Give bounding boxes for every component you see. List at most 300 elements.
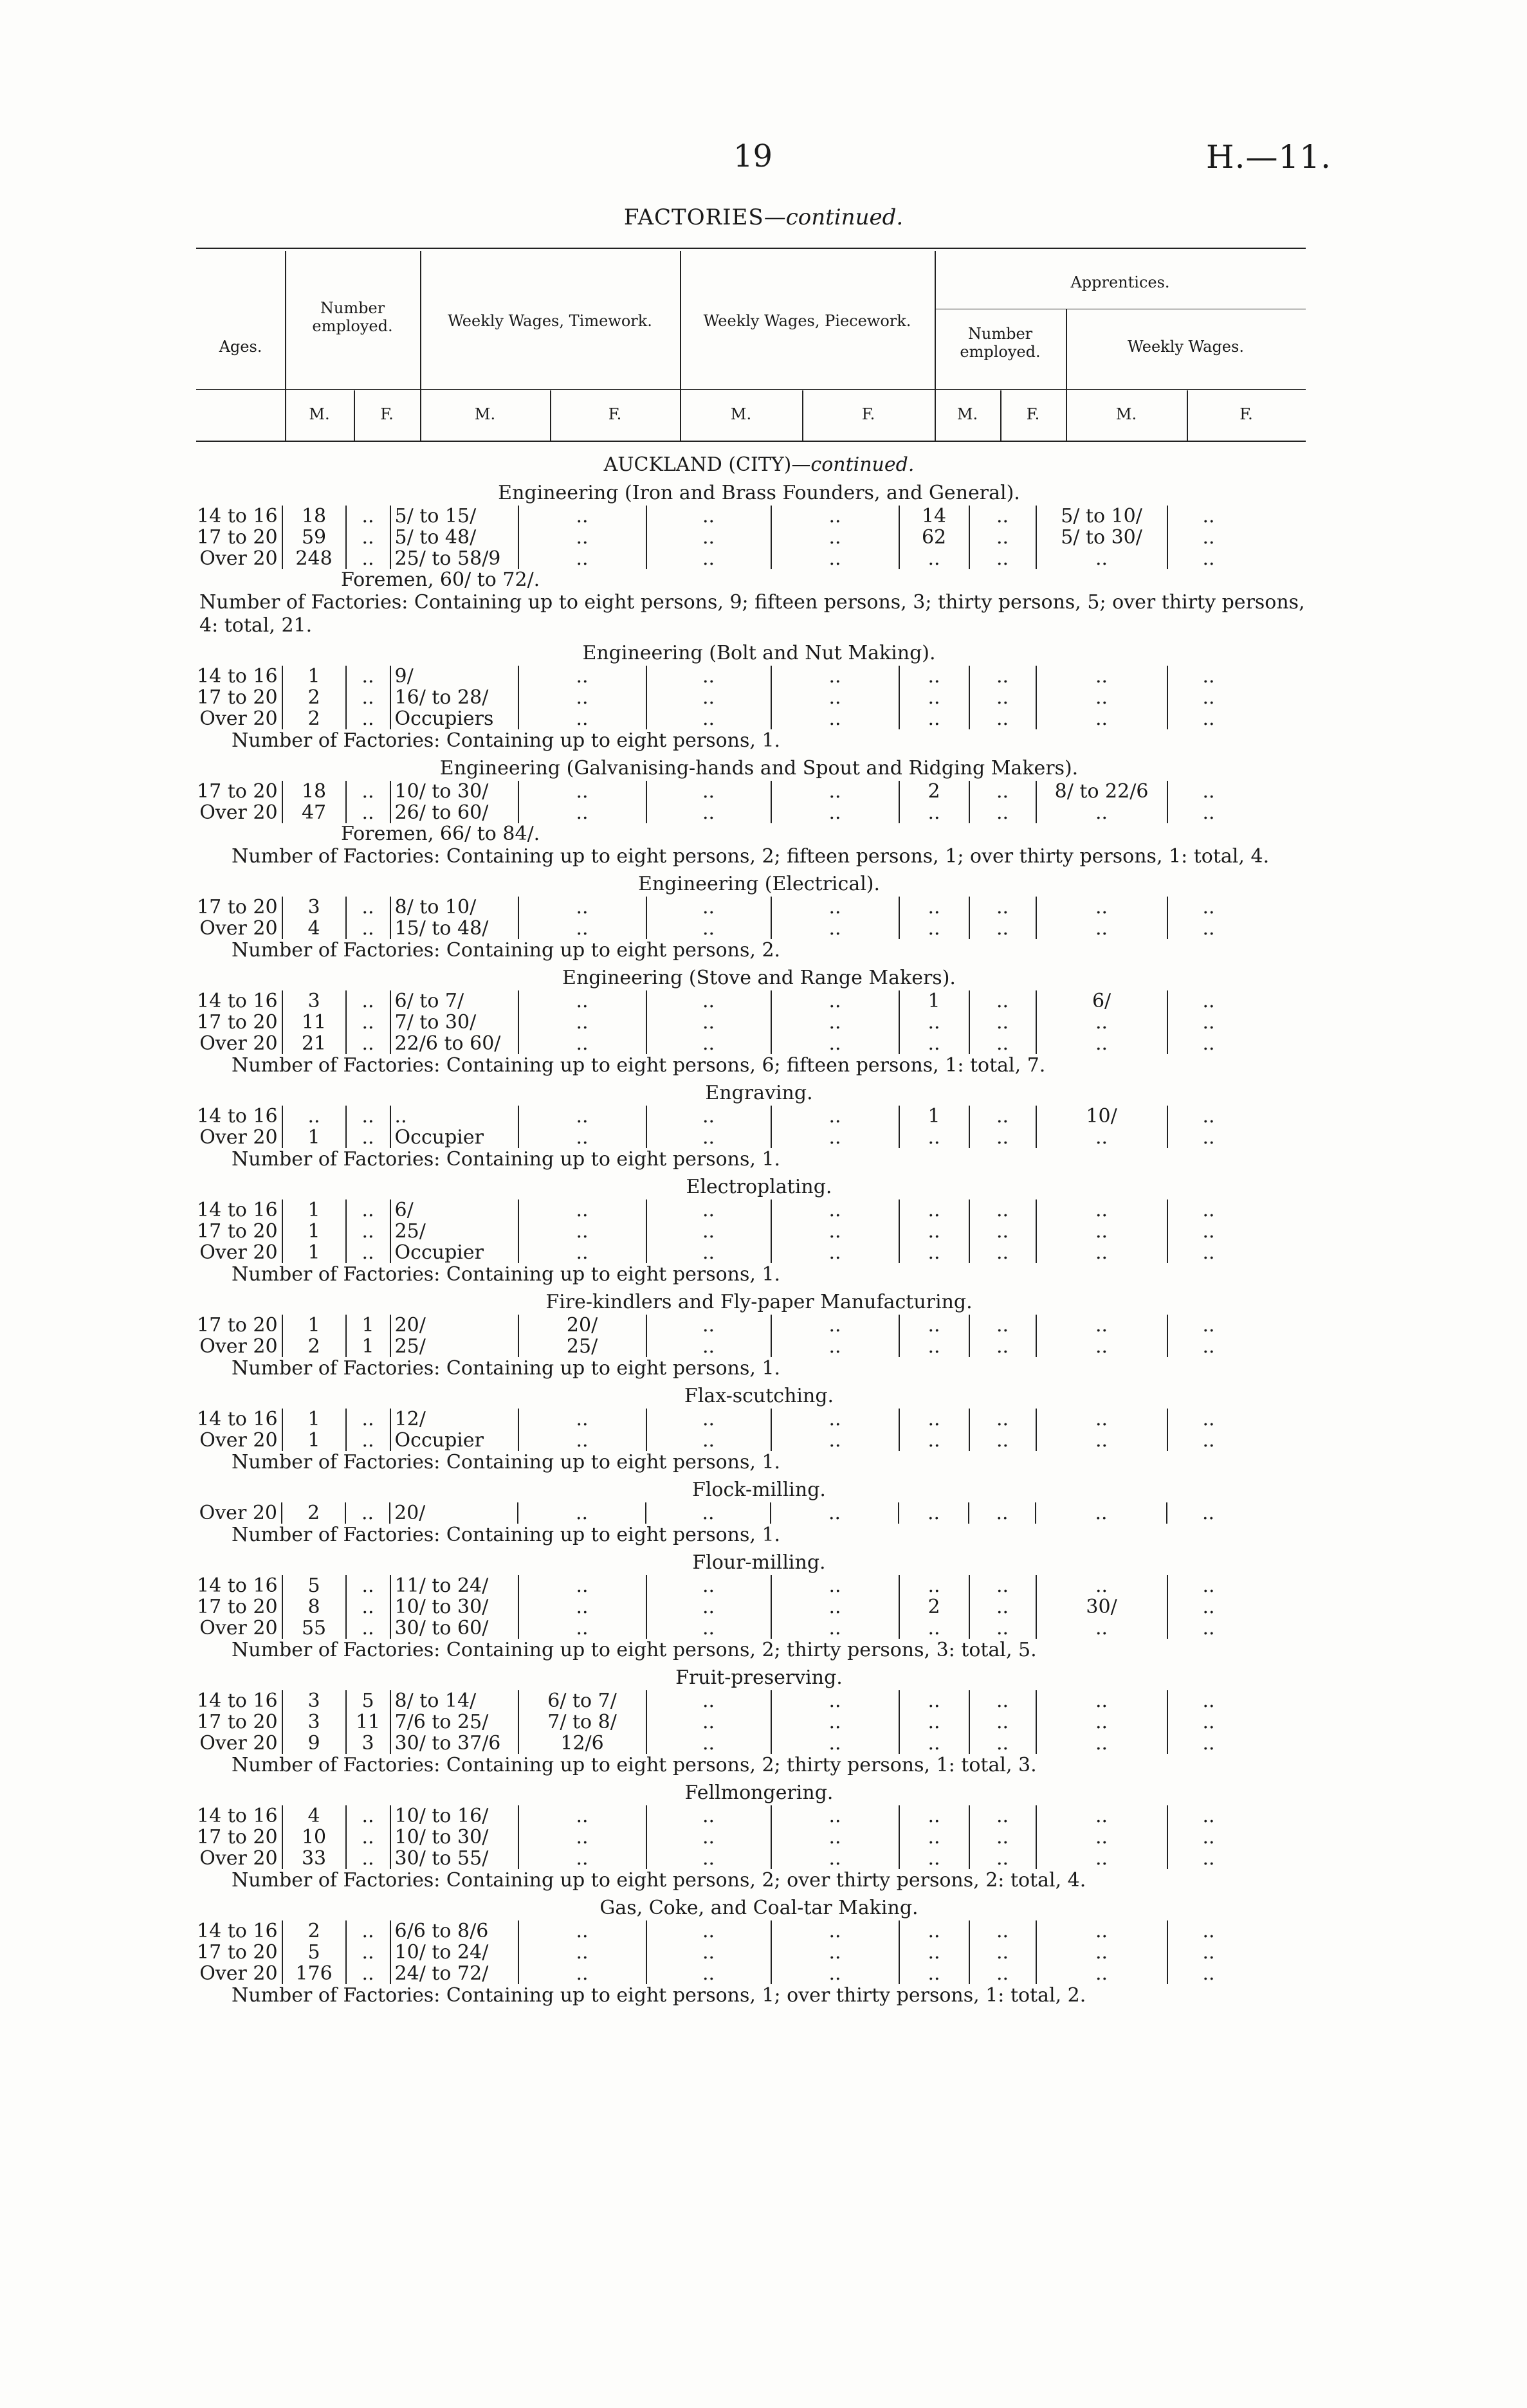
employed-m-cell: 5 xyxy=(282,1942,346,1963)
piecework-m-cell: .. xyxy=(646,1942,771,1963)
apprentice-wage-f-cell: .. xyxy=(1202,1126,1215,1149)
timework-m-cell: 11/ to 24/ xyxy=(390,1575,518,1596)
table-row xyxy=(193,1805,1250,1827)
apprentice-m-cell: 62 xyxy=(899,527,969,548)
apprentice-wage-m-cell: .. xyxy=(1036,708,1167,729)
table-row xyxy=(193,527,1250,548)
apprentice-f-cell: .. xyxy=(969,548,1036,569)
timework-f-cell: .. xyxy=(518,708,646,729)
apprentice-f-cell: .. xyxy=(969,1733,1036,1754)
piecework-f-cell: .. xyxy=(771,897,899,918)
employed-f-cell: .. xyxy=(346,781,390,802)
employed-m-cell: 3 xyxy=(282,897,346,918)
employed-m-cell: 248 xyxy=(282,548,346,569)
employed-f-cell: .. xyxy=(345,1502,390,1524)
piecework-m-cell: .. xyxy=(646,990,771,1012)
apprentice-f-cell: .. xyxy=(969,1963,1036,1984)
employed-m-cell: 5 xyxy=(282,1575,346,1596)
employed-m-cell: 176 xyxy=(282,1963,346,1984)
table-row xyxy=(193,1963,1250,1984)
timework-m-cell: 9/ xyxy=(390,666,518,687)
age-cell: 14 to 16 xyxy=(193,666,282,687)
factory-count-note: Number of Factories: Containing up to eight persons, 6; fifteen persons, 1: total, 7. xyxy=(232,1054,1046,1077)
piecework-m-cell: .. xyxy=(646,781,771,802)
timework-m-cell: 10/ to 30/ xyxy=(390,1827,518,1848)
timework-f-cell: .. xyxy=(518,1963,646,1984)
employed-f-cell: .. xyxy=(346,1242,390,1263)
table-row xyxy=(193,802,1250,823)
section-table xyxy=(193,1106,1250,1148)
piecework-m-cell: .. xyxy=(646,1805,771,1827)
employed-m-cell: 18 xyxy=(282,781,346,802)
piecework-f-cell: .. xyxy=(771,687,899,708)
section-title: Fire-kindlers and Fly-paper Manufacturing. xyxy=(545,1291,973,1313)
employed-f-cell: .. xyxy=(346,918,390,939)
apprentice-wage-f-cell: .. xyxy=(1202,1408,1215,1430)
piecework-f-cell: .. xyxy=(771,1963,899,1984)
timework-m-cell: 10/ to 24/ xyxy=(390,1942,518,1963)
age-cell: 17 to 20 xyxy=(193,687,282,708)
section-table xyxy=(193,1805,1250,1869)
apprentice-f-cell: .. xyxy=(969,708,1036,729)
employed-f-cell: .. xyxy=(346,1963,390,1984)
piecework-m-cell: .. xyxy=(646,1127,771,1148)
factory-count-note: Number of Factories: Containing up to eight persons, 1. xyxy=(232,1451,781,1473)
section-title: Engineering (Galvanising-hands and Spout and Ridging Makers). xyxy=(439,757,1079,780)
section-title: Engineering (Electrical). xyxy=(637,873,881,895)
timework-m-cell: 8/ to 10/ xyxy=(390,897,518,918)
employed-m-cell: 55 xyxy=(282,1618,346,1639)
header-f: F. xyxy=(608,405,622,423)
table-header xyxy=(196,248,1306,441)
table-row xyxy=(193,897,1250,918)
timework-f-cell: .. xyxy=(518,1012,646,1033)
apprentice-wage-m-cell: .. xyxy=(1036,1409,1167,1430)
timework-f-cell: .. xyxy=(518,1242,646,1263)
factory-count-note: Number of Factories: Containing up to eight persons, 2; thirty persons, 3: total, 5. xyxy=(232,1639,1037,1661)
employed-m-cell: 8 xyxy=(282,1596,346,1618)
piecework-f-cell: .. xyxy=(771,1242,899,1263)
apprentice-wage-f-cell: .. xyxy=(1202,1962,1215,1985)
timework-f-cell: 6/ to 7/ xyxy=(518,1690,646,1711)
employed-f-cell: .. xyxy=(346,1106,390,1127)
employed-m-cell: 1 xyxy=(282,1430,346,1451)
employed-m-cell: 59 xyxy=(282,527,346,548)
apprentice-f-cell: .. xyxy=(969,506,1036,527)
section-title: Flax-scutching. xyxy=(684,1385,834,1407)
apprentice-m-cell: .. xyxy=(899,1242,969,1263)
piecework-m-cell: .. xyxy=(646,802,771,823)
timework-m-cell: 6/ to 7/ xyxy=(390,990,518,1012)
timework-f-cell: .. xyxy=(518,1221,646,1242)
apprentice-f-cell: .. xyxy=(969,527,1036,548)
apprentice-f-cell: .. xyxy=(969,1336,1036,1357)
apprentice-m-cell: 2 xyxy=(899,781,969,802)
apprentice-m-cell: .. xyxy=(899,918,969,939)
employed-f-cell: .. xyxy=(346,666,390,687)
apprentice-f-cell: .. xyxy=(969,1221,1036,1242)
apprentice-wage-f-cell: .. xyxy=(1202,1690,1215,1712)
apprentice-f-cell: .. xyxy=(969,1315,1036,1336)
piecework-f-cell: .. xyxy=(771,781,899,802)
piecework-m-cell: .. xyxy=(646,1711,771,1733)
apprentice-wage-m-cell: .. xyxy=(1036,1242,1167,1263)
apprentice-f-cell: .. xyxy=(969,1618,1036,1639)
age-cell: Over 20 xyxy=(193,1848,282,1869)
section-title: Flock-milling. xyxy=(692,1479,826,1501)
timework-f-cell: .. xyxy=(518,1805,646,1827)
table-row xyxy=(193,1430,1250,1451)
timework-f-cell: .. xyxy=(518,687,646,708)
section-table xyxy=(193,1690,1250,1754)
piecework-m-cell: .. xyxy=(646,1409,771,1430)
apprentice-m-cell: .. xyxy=(899,1221,969,1242)
employed-f-cell: .. xyxy=(346,1575,390,1596)
employed-m-cell: 3 xyxy=(282,1690,346,1711)
apprentice-wage-m-cell: .. xyxy=(1036,918,1167,939)
apprentice-m-cell: .. xyxy=(899,1711,969,1733)
employed-f-cell: 3 xyxy=(346,1733,390,1754)
timework-f-cell: .. xyxy=(518,1848,646,1869)
piecework-f-cell: .. xyxy=(771,1942,899,1963)
factory-count-note: Number of Factories: Containing up to eight persons, 2; thirty persons, 1: total, 3. xyxy=(232,1754,1037,1776)
piecework-f-cell: .. xyxy=(771,918,899,939)
employed-f-cell: .. xyxy=(346,1033,390,1054)
table-row xyxy=(193,1106,1250,1127)
apprentice-wage-f-cell: .. xyxy=(1202,1574,1215,1597)
employed-f-cell: 11 xyxy=(346,1711,390,1733)
timework-f-cell: .. xyxy=(518,1575,646,1596)
employed-m-cell: 10 xyxy=(282,1827,346,1848)
employed-f-cell: .. xyxy=(346,1221,390,1242)
piecework-m-cell: .. xyxy=(646,1920,771,1942)
employed-m-cell: 2 xyxy=(282,1502,345,1524)
table-row xyxy=(193,1575,1250,1596)
employed-m-cell: 1 xyxy=(282,1242,346,1263)
apprentice-f-cell: .. xyxy=(969,687,1036,708)
employed-f-cell: .. xyxy=(346,1012,390,1033)
apprentice-wage-m-cell: .. xyxy=(1036,1711,1167,1733)
piecework-m-cell: .. xyxy=(646,548,771,569)
apprentice-m-cell: .. xyxy=(899,548,969,569)
piecework-f-cell: .. xyxy=(771,708,899,729)
apprentice-f-cell: .. xyxy=(969,1012,1036,1033)
timework-f-cell: .. xyxy=(518,990,646,1012)
employed-m-cell: 1 xyxy=(282,1409,346,1430)
apprentice-wage-m-cell: 10/ xyxy=(1036,1106,1167,1127)
employed-m-cell: 47 xyxy=(282,802,346,823)
apprentice-wage-m-cell: .. xyxy=(1036,548,1167,569)
timework-m-cell: 30/ to 37/6 xyxy=(390,1733,518,1754)
apprentice-wage-m-cell: .. xyxy=(1036,1805,1167,1827)
piecework-f-cell: .. xyxy=(771,1711,899,1733)
age-cell: Over 20 xyxy=(193,918,282,939)
section-title: Gas, Coke, and Coal-tar Making. xyxy=(599,1897,919,1919)
table-row xyxy=(193,1242,1250,1263)
age-cell: 14 to 16 xyxy=(193,1690,282,1711)
employed-f-cell: .. xyxy=(346,990,390,1012)
apprentice-wage-f-cell: .. xyxy=(1202,1199,1215,1221)
header-number-employed: Number employed. xyxy=(312,299,393,335)
section-table xyxy=(193,1315,1250,1357)
table-row xyxy=(193,1336,1250,1357)
piecework-m-cell: .. xyxy=(646,1033,771,1054)
section-table xyxy=(193,1575,1250,1639)
apprentice-wage-m-cell: .. xyxy=(1036,1690,1167,1711)
piecework-f-cell: .. xyxy=(771,666,899,687)
age-cell: 17 to 20 xyxy=(193,897,282,918)
apprentice-f-cell: .. xyxy=(969,1575,1036,1596)
table-row xyxy=(193,1502,1249,1524)
factory-count-note: Number of Factories: Containing up to eight persons, 2; fifteen persons, 1; over thirty persons, 1: total, 4. xyxy=(232,845,1270,868)
apprentice-m-cell: .. xyxy=(899,1827,969,1848)
age-cell: 14 to 16 xyxy=(193,1409,282,1430)
timework-m-cell: 26/ to 60/ xyxy=(390,802,518,823)
header-f: F. xyxy=(1239,405,1253,423)
timework-m-cell: Occupier xyxy=(390,1242,518,1263)
apprentice-m-cell: .. xyxy=(899,1575,969,1596)
apprentice-wage-m-cell: .. xyxy=(1036,1199,1167,1221)
timework-m-cell: 10/ to 30/ xyxy=(390,1596,518,1618)
page-title xyxy=(0,205,1527,230)
table-row xyxy=(193,1409,1250,1430)
employed-m-cell: 3 xyxy=(282,990,346,1012)
age-cell: Over 20 xyxy=(193,1733,282,1754)
factory-count-note: Number of Factories: Containing up to eight persons, 1. xyxy=(232,1263,781,1286)
apprentice-wage-m-cell: .. xyxy=(1036,1920,1167,1942)
apprentice-wage-m-cell: .. xyxy=(1036,1963,1167,1984)
apprentice-wage-f-cell: .. xyxy=(1202,1805,1215,1827)
piecework-f-cell: .. xyxy=(771,1012,899,1033)
section-table xyxy=(193,781,1250,823)
age-cell: Over 20 xyxy=(193,548,282,569)
factory-count-note: Number of Factories: Containing up to eight persons, 1. xyxy=(232,1357,781,1380)
timework-f-cell: .. xyxy=(518,527,646,548)
piecework-m-cell: .. xyxy=(646,687,771,708)
piecework-f-cell: .. xyxy=(771,1199,899,1221)
foremen-note: Foremen, 60/ to 72/. xyxy=(341,569,540,591)
apprentice-wage-m-cell: .. xyxy=(1036,1733,1167,1754)
apprentice-f-cell: .. xyxy=(969,1199,1036,1221)
apprentice-wage-m-cell: .. xyxy=(1036,1127,1167,1148)
apprentice-wage-f-cell: .. xyxy=(1202,1105,1215,1127)
apprentice-wage-f-cell: .. xyxy=(1202,1596,1215,1618)
employed-m-cell: 2 xyxy=(282,687,346,708)
apprentice-wage-m-cell: 30/ xyxy=(1036,1596,1167,1618)
age-cell: Over 20 xyxy=(193,708,282,729)
employed-m-cell: 11 xyxy=(282,1012,346,1033)
apprentice-wage-f-cell: .. xyxy=(1202,1941,1215,1964)
factory-count-note: Number of Factories: Containing up to eight persons, 1. xyxy=(232,1524,781,1546)
employed-m-cell: 2 xyxy=(282,1920,346,1942)
age-cell: 14 to 16 xyxy=(193,506,282,527)
timework-f-cell: .. xyxy=(518,1199,646,1221)
apprentice-m-cell: .. xyxy=(899,1733,969,1754)
timework-f-cell: .. xyxy=(518,1430,646,1451)
apprentice-f-cell: .. xyxy=(969,666,1036,687)
section-table xyxy=(193,990,1250,1054)
apprentice-f-cell: .. xyxy=(969,1502,1036,1524)
employed-m-cell: 21 xyxy=(282,1033,346,1054)
apprentice-f-cell: .. xyxy=(969,1848,1036,1869)
age-cell: 14 to 16 xyxy=(193,1575,282,1596)
document-code: H.—11. xyxy=(1206,138,1332,176)
employed-f-cell: .. xyxy=(346,1430,390,1451)
apprentice-wage-f-cell: .. xyxy=(1202,1711,1215,1733)
piecework-m-cell: .. xyxy=(646,1575,771,1596)
section-title: Fellmongering. xyxy=(684,1782,834,1804)
employed-f-cell: .. xyxy=(346,548,390,569)
employed-f-cell: .. xyxy=(346,1827,390,1848)
piecework-f-cell: .. xyxy=(771,1618,899,1639)
apprentice-m-cell: .. xyxy=(899,1315,969,1336)
piecework-f-cell: .. xyxy=(771,1221,899,1242)
apprentice-f-cell: .. xyxy=(969,1242,1036,1263)
apprentice-wage-f-cell: .. xyxy=(1202,1732,1215,1755)
piecework-m-cell: .. xyxy=(646,1963,771,1984)
age-cell: 17 to 20 xyxy=(193,781,282,802)
piecework-f-cell: .. xyxy=(771,1920,899,1942)
header-weekly-piecework: Weekly Wages, Piecework. xyxy=(703,312,911,330)
section-table xyxy=(193,1920,1250,1984)
apprentice-wage-m-cell: .. xyxy=(1036,1942,1167,1963)
age-cell: Over 20 xyxy=(193,1963,282,1984)
age-cell: 14 to 16 xyxy=(193,1920,282,1942)
age-cell: Over 20 xyxy=(193,1242,282,1263)
timework-f-cell: 7/ to 8/ xyxy=(518,1711,646,1733)
apprentice-f-cell: .. xyxy=(969,802,1036,823)
timework-m-cell: 24/ to 72/ xyxy=(390,1963,518,1984)
piecework-m-cell: .. xyxy=(646,1012,771,1033)
table-row xyxy=(193,1733,1250,1754)
apprentice-wage-m-cell: .. xyxy=(1036,897,1167,918)
apprentice-wage-m-cell: 5/ to 30/ xyxy=(1036,527,1167,548)
apprentice-m-cell: .. xyxy=(899,1805,969,1827)
piecework-m-cell: .. xyxy=(646,1336,771,1357)
header-m: M. xyxy=(1115,405,1137,423)
age-cell: 14 to 16 xyxy=(193,1199,282,1221)
apprentice-m-cell: .. xyxy=(899,897,969,918)
timework-f-cell: .. xyxy=(518,781,646,802)
piecework-m-cell: .. xyxy=(646,897,771,918)
employed-m-cell: 1 xyxy=(282,1315,346,1336)
apprentice-wage-f-cell: .. xyxy=(1202,1826,1215,1848)
piecework-m-cell: .. xyxy=(646,506,771,527)
piecework-m-cell: .. xyxy=(646,1733,771,1754)
piecework-f-cell: .. xyxy=(771,1033,899,1054)
factory-count-note: Number of Factories: Containing up to eight persons, 1. xyxy=(232,1148,781,1171)
apprentice-wage-m-cell: 8/ to 22/6 xyxy=(1036,781,1167,802)
section-table xyxy=(193,1502,1249,1524)
apprentice-wage-f-cell: .. xyxy=(1202,801,1215,824)
timework-f-cell: .. xyxy=(518,1502,646,1524)
timework-f-cell: 12/6 xyxy=(518,1733,646,1754)
apprentice-wage-m-cell: 6/ xyxy=(1036,990,1167,1012)
age-cell: Over 20 xyxy=(193,802,282,823)
apprentice-f-cell: .. xyxy=(969,1596,1036,1618)
apprentice-wage-m-cell: .. xyxy=(1036,666,1167,687)
apprentice-wage-m-cell: .. xyxy=(1036,1012,1167,1033)
piecework-m-cell: .. xyxy=(646,1827,771,1848)
piecework-m-cell: .. xyxy=(646,1848,771,1869)
apprentice-wage-m-cell: .. xyxy=(1036,1827,1167,1848)
table-row xyxy=(193,1690,1250,1711)
employed-f-cell: .. xyxy=(346,527,390,548)
piecework-m-cell: .. xyxy=(646,1618,771,1639)
table-row xyxy=(193,548,1250,569)
apprentice-m-cell: .. xyxy=(899,1690,969,1711)
piecework-f-cell: .. xyxy=(771,990,899,1012)
section-title: Fruit-preserving. xyxy=(675,1666,843,1689)
piecework-m-cell: .. xyxy=(646,1596,771,1618)
piecework-m-cell: .. xyxy=(646,1315,771,1336)
piecework-m-cell: .. xyxy=(646,527,771,548)
apprentice-wage-f-cell: .. xyxy=(1202,1241,1215,1264)
apprentice-wage-f-cell: .. xyxy=(1202,1314,1215,1336)
piecework-f-cell: .. xyxy=(771,1805,899,1827)
section-title: Electroplating. xyxy=(686,1176,832,1198)
header-apprentices: Apprentices. xyxy=(1070,273,1170,291)
apprentice-f-cell: .. xyxy=(969,1805,1036,1827)
table-row xyxy=(193,1199,1250,1221)
timework-m-cell: 16/ to 28/ xyxy=(390,687,518,708)
apprentice-m-cell: .. xyxy=(899,1430,969,1451)
apprentice-f-cell: .. xyxy=(969,1827,1036,1848)
age-cell: Over 20 xyxy=(193,1033,282,1054)
header-f: F. xyxy=(861,405,875,423)
apprentice-wage-f-cell: .. xyxy=(1202,1429,1215,1452)
apprentice-wage-m-cell: .. xyxy=(1036,687,1167,708)
age-cell: 14 to 16 xyxy=(193,990,282,1012)
employed-m-cell: 1 xyxy=(282,1127,346,1148)
section-table xyxy=(193,897,1250,939)
piecework-m-cell: .. xyxy=(646,1430,771,1451)
factory-count-note: Number of Factories: Containing up to eight persons, 2; over thirty persons, 2: total, 4. xyxy=(232,1869,1086,1892)
timework-m-cell: 30/ to 55/ xyxy=(390,1848,518,1869)
employed-m-cell: 4 xyxy=(282,1805,346,1827)
employed-m-cell: 4 xyxy=(282,918,346,939)
factory-count-note: Number of Factories: Containing up to eight persons, 9; fifteen persons, 3; thirty persons, 5; over thirty persons, 4: total, 21. xyxy=(199,591,1305,637)
timework-f-cell: .. xyxy=(518,1409,646,1430)
section-title: Engraving. xyxy=(705,1082,813,1104)
table-row xyxy=(193,708,1250,729)
timework-f-cell: .. xyxy=(518,506,646,527)
piecework-f-cell: .. xyxy=(771,1733,899,1754)
apprentice-wage-m-cell: .. xyxy=(1036,1430,1167,1451)
apprentice-m-cell: .. xyxy=(899,1033,969,1054)
age-cell: Over 20 xyxy=(193,1336,282,1357)
page-number: 19 xyxy=(733,138,773,174)
apprentice-m-cell: .. xyxy=(899,1848,969,1869)
apprentice-m-cell: .. xyxy=(899,1502,969,1524)
age-cell: Over 20 xyxy=(193,1430,282,1451)
apprentice-wage-f-cell: .. xyxy=(1202,526,1215,549)
apprentice-wage-f-cell: .. xyxy=(1202,1920,1215,1942)
age-cell: 17 to 20 xyxy=(193,1942,282,1963)
apprentice-wage-m-cell: .. xyxy=(1036,1315,1167,1336)
timework-f-cell: .. xyxy=(518,918,646,939)
piecework-f-cell: .. xyxy=(771,506,899,527)
apprentice-f-cell: .. xyxy=(969,1430,1036,1451)
apprentice-wage-f-cell: .. xyxy=(1202,917,1215,940)
employed-f-cell: .. xyxy=(346,802,390,823)
header-weekly-timework: Weekly Wages, Timework. xyxy=(448,312,652,330)
employed-f-cell: .. xyxy=(346,1920,390,1942)
employed-f-cell: .. xyxy=(346,1848,390,1869)
table-row xyxy=(193,687,1250,708)
employed-m-cell: 1 xyxy=(282,666,346,687)
apprentice-wage-f-cell: .. xyxy=(1202,665,1215,688)
